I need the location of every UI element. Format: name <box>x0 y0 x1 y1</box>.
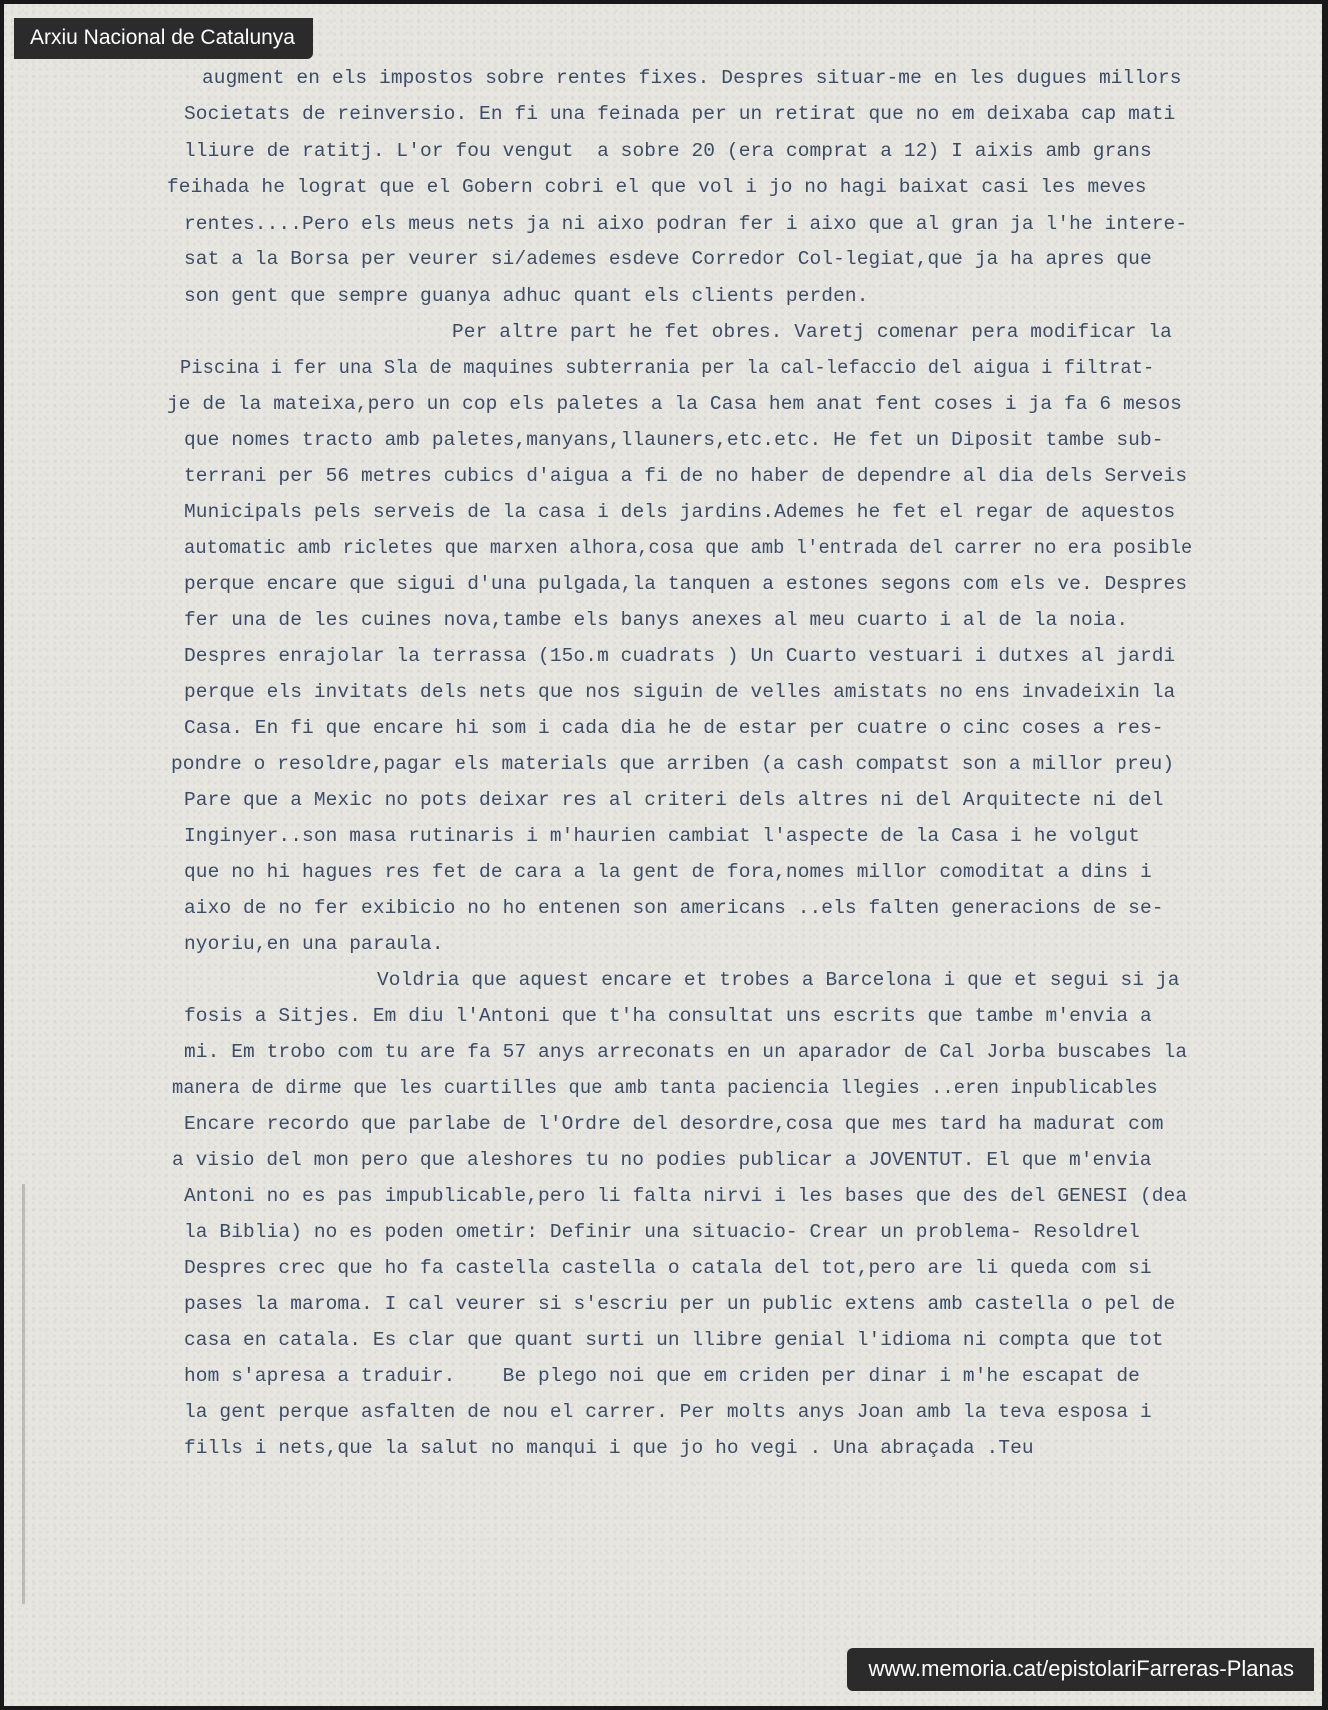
letter-line: manera de dirme que les cuartilles que amb tanta paciencia llegies ..eren inpublicables <box>172 1077 1158 1099</box>
letter-line: casa en catala. Es clar que quant surti un llibre genial l'idioma ni compta que tot <box>184 1329 1164 1351</box>
letter-line: fills i nets,que la salut no manqui i que jo ho vegi . Una abraçada .Teu <box>184 1437 1034 1459</box>
letter-line: aixo de no fer exibicio no ho entenen son americans ..els falten generacions de se- <box>184 897 1164 919</box>
letter-line: la Biblia) no es poden ometir: Definir una situacio- Crear un problema- Resoldrel <box>184 1221 1140 1243</box>
letter-line: nyoriu,en una paraula. <box>184 933 444 955</box>
letter-line: feihada he lograt que el Gobern cobri el que vol i jo no hagi baixat casi les meves <box>167 176 1147 198</box>
letter-line: Piscina i fer una Sla de maquines subterrania per la cal-lefaccio del aigua i filtrat- <box>180 357 1155 379</box>
letter-line: Societats de reinversio. En fi una feinada per un retirat que no em deixaba cap mati <box>184 103 1176 125</box>
letter-line: Despres enrajolar la terrassa (15o.m cuadrats ) Un Cuarto vestuari i dutxes al jardi <box>184 645 1176 667</box>
letter-line: terrani per 56 metres cubics d'aigua a fi de no haber de dependre al dia dels Serveis <box>184 465 1188 487</box>
letter-line: perque encare que sigui d'una pulgada,la tanquen a estones segons com els ve. Despres <box>184 573 1188 595</box>
letter-line: Municipals pels serveis de la casa i dels jardins.Ademes he fet el regar de aquestos <box>184 501 1176 523</box>
letter-line: Encare recordo que parlabe de l'Ordre del desordre,cosa que mes tard ha madurat com <box>184 1113 1164 1135</box>
source-url-watermark: www.memoria.cat/epistolariFarreras-Planas <box>847 1648 1314 1691</box>
letter-page <box>4 4 1322 1706</box>
letter-line: Voldria que aquest encare et trobes a Barcelona i que et segui si ja <box>377 969 1180 991</box>
letter-line: sat a la Borsa per veurer si/ademes esdeve Corredor Col-legiat,que ja ha apres que <box>184 248 1152 270</box>
letter-line: son gent que sempre guanya adhuc quant els clients perden. <box>184 285 869 307</box>
letter-line: pases la maroma. I cal veurer si s'escriu per un public extens amb castella o pel de <box>184 1293 1176 1315</box>
letter-line: Pare que a Mexic no pots deixar res al criteri dels altres ni del Arquitecte ni del <box>184 789 1164 811</box>
letter-line: pondre o resoldre,pagar els materials que arriben (a cash compatst son a millor preu) <box>171 753 1175 775</box>
letter-line: Inginyer..son masa rutinaris i m'haurien cambiat l'aspecte de la Casa i he volgut <box>184 825 1140 847</box>
letter-line: je de la mateixa,pero un cop els paletes a la Casa hem anat fent coses i ja fa 6 mesos <box>167 393 1182 415</box>
letter-line: Casa. En fi que encare hi som i cada dia he de estar per cuatre o cinc coses a res- <box>184 717 1164 739</box>
letter-line: que nomes tracto amb paletes,manyans,llauners,etc.etc. He fet un Diposit tambe sub- <box>184 429 1164 451</box>
letter-line: augment en els impostos sobre rentes fixes. Despres situar-me en les dugues millors <box>202 67 1182 89</box>
letter-line: perque els invitats dels nets que nos siguin de velles amistats no ens invadeixin la <box>184 681 1176 703</box>
letter-body <box>4 4 1322 1706</box>
letter-line: mi. Em trobo com tu are fa 57 anys arreconats en un aparador de Cal Jorba buscabes la <box>184 1041 1188 1063</box>
letter-line: Despres crec que ho fa castella castella o catala del tot,pero are li queda com si <box>184 1257 1152 1279</box>
letter-line: Antoni no es pas impublicable,pero li falta nirvi i les bases que des del GENESI (dea <box>184 1185 1188 1207</box>
letter-line: automatic amb ricletes que marxen alhora,cosa que amb l'entrada del carrer no era posible <box>184 537 1193 559</box>
letter-line: la gent perque asfalten de nou el carrer. Per molts anys Joan amb la teva esposa i <box>184 1401 1152 1423</box>
letter-line: hom s'apresa a traduir. Be plego noi que em criden per dinar i m'he escapat de <box>184 1365 1140 1387</box>
letter-line: fosis a Sitjes. Em diu l'Antoni que t'ha consultat uns escrits que tambe m'envia a <box>184 1005 1152 1027</box>
letter-line: que no hi hagues res fet de cara a la gent de fora,nomes millor comoditat a dins i <box>184 861 1152 883</box>
letter-line: lliure de ratitj. L'or fou vengut a sobre 20 (era comprat a 12) I aixis amb grans <box>184 140 1152 162</box>
letter-line: fer una de les cuines nova,tambe els banys anexes al meu cuarto i al de la noia. <box>184 609 1129 631</box>
letter-line: a visio del mon pero que aleshores tu no podies publicar a JOVENTUT. El que m'envia <box>172 1149 1152 1171</box>
letter-line: Per altre part he fet obres. Varetj comenar pera modificar la <box>452 321 1172 343</box>
letter-line: rentes....Pero els meus nets ja ni aixo podran fer i aixo que al gran ja l'he intere- <box>184 213 1188 235</box>
archive-watermark: Arxiu Nacional de Catalunya <box>14 18 313 59</box>
